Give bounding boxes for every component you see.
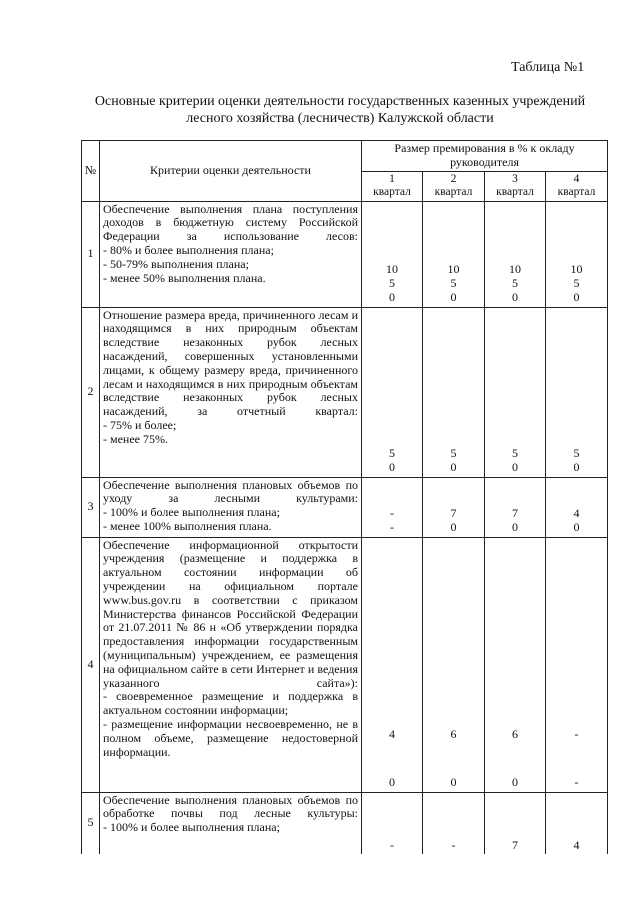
quarter-2-values: 10 5 0 xyxy=(423,201,485,307)
quarter-2-values: 6 0 xyxy=(423,537,485,792)
quarter-1-values: 5 0 xyxy=(362,307,423,477)
quarter-4-values: - - xyxy=(546,537,608,792)
criterion-text: Обеспечение выполнения плановых объемов по уходу за лесными культурами: - 100% и более выполнения плана; - менее 100% выполнения плана. xyxy=(100,477,362,537)
quarter-1-values: 10 5 0 xyxy=(362,201,423,307)
quarter-3-values: 7 xyxy=(485,792,546,854)
quarter-2-values: 5 0 xyxy=(423,307,485,477)
quarter-3-values: 10 5 0 xyxy=(485,201,546,307)
quarter-2-values: 7 0 xyxy=(423,477,485,537)
header-quarter-3: 3 квартал xyxy=(485,171,546,201)
quarter-4-values: 10 5 0 xyxy=(546,201,608,307)
row-number: 5 xyxy=(82,792,100,854)
table-row xyxy=(82,792,608,854)
row-number: 1 xyxy=(82,201,100,307)
header-quarter-2: 2 квартал xyxy=(423,171,485,201)
row-number: 2 xyxy=(82,307,100,477)
quarter-3-values: 7 0 xyxy=(485,477,546,537)
table-number-label: Таблица №1 xyxy=(511,60,585,75)
quarter-4-values: 4 xyxy=(546,792,608,854)
document-title xyxy=(60,93,620,127)
header-bonus-size: Размер премирования в % к окладу руководителя xyxy=(362,141,608,172)
criterion-text: Отношение размера вреда, причиненного лесам и находящимся в них природным объектам вследствие незаконных рубок лесных насаждений, совершенных установленными лицами, к общему размеру вреда, причиненного лесам и находящимся в них природным объектам вследствие незаконных рубок лесных насаждений, за отчетный квартал: - 75% и более; - менее 75%. xyxy=(100,307,362,477)
table-row xyxy=(82,307,608,477)
criterion-text: Обеспечение выполнения плана поступления доходов в бюджетную систему Российской Федерации за использование лесов: - 80% и более выполнения плана; - 50-79% выполнения плана; - менее 50% выполнения плана. xyxy=(100,201,362,307)
header-quarter-4: 4 квартал xyxy=(546,171,608,201)
header-quarter-1: 1 квартал xyxy=(362,171,423,201)
quarter-2-values: - xyxy=(423,792,485,854)
table-row xyxy=(82,201,608,307)
criterion-text: Обеспечение выполнения плановых объемов по обработке почвы под лесные культуры: - 100% и более выполнения плана; xyxy=(100,792,362,854)
quarter-1-values: - - xyxy=(362,477,423,537)
row-number: 4 xyxy=(82,537,100,792)
header-number: № xyxy=(82,141,100,202)
quarter-3-values: 5 0 xyxy=(485,307,546,477)
title-line: Основные критерии оценки деятельности государственных казенных учреждений xyxy=(94,94,586,109)
header-criteria: Критерии оценки деятельности xyxy=(100,141,362,202)
quarter-1-values: - xyxy=(362,792,423,854)
quarter-4-values: 4 0 xyxy=(546,477,608,537)
criterion-text: Обеспечение информационной открытости учреждения (размещение и поддержка в актуальном состоянии информации об учреждении на официальном портале www.bus.gov.ru в соответствии с приказом Министерства финансов Российской Федерации от 21.07.2011 № 86 н «Об утверждении порядка предоставления информации государственным (муниципальным) учреждением, ее размещения на официальном сайте в сети Интернет и ведения указанного сайта»): - своевременное размещение и поддержка в актуальном состоянии информации; - размещение информации несвоевременно, не в полном объеме, размещение недостоверной информации. xyxy=(100,537,362,792)
criteria-table xyxy=(81,140,608,854)
row-number: 3 xyxy=(82,477,100,537)
quarter-4-values: 5 0 xyxy=(546,307,608,477)
quarter-1-values: 4 0 xyxy=(362,537,423,792)
quarter-3-values: 6 0 xyxy=(485,537,546,792)
table-row xyxy=(82,537,608,792)
table-row xyxy=(82,477,608,537)
title-line: лесного хозяйства (лесничеств) Калужской области xyxy=(186,111,494,126)
